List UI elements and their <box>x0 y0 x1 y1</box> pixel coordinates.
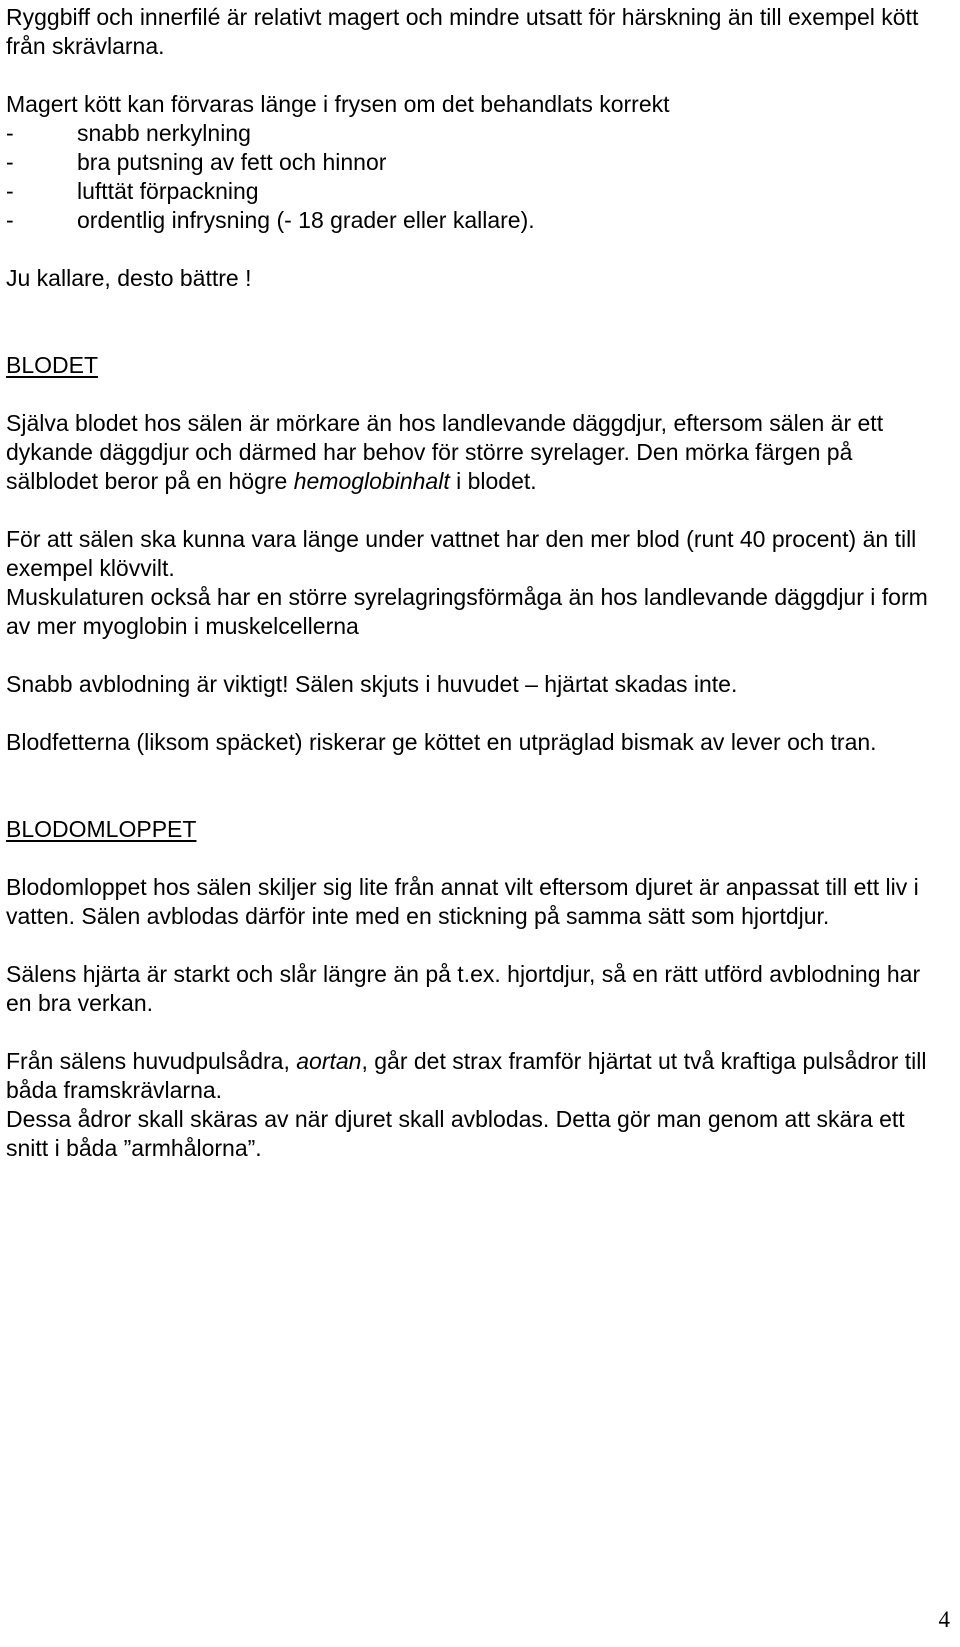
intro-paragraph-1: Ryggbiff och innerfilé är relativt magert och mindre utsatt för härskning än till exempel kött från skrävlarna. <box>6 4 919 59</box>
intro-paragraph-2: Magert kött kan förvaras länge i frysen om det behandlats korrekt <box>6 91 670 117</box>
document-page <box>6 3 946 1163</box>
blodet-paragraph-3: Muskulaturen också har en större syrelagringsförmåga än hos landlevande däggdjur i form av mer myoglobin i muskelcellerna <box>6 584 928 639</box>
bullet-item <box>6 206 946 235</box>
bullet-dash: - <box>6 149 14 175</box>
blodet-p1-italic-term: hemoglobinhalt <box>293 468 450 494</box>
section-heading-blodomloppet: BLODOMLOPPET <box>6 816 197 842</box>
bullet-text: snabb nerkylning <box>77 120 251 146</box>
blodet-paragraph-2: För att sälen ska kunna vara länge under vattnet har den mer blod (runt 40 procent) än till exempel klövvilt. <box>6 526 917 581</box>
storage-bullet-list <box>6 119 946 235</box>
bullet-text: bra putsning av fett och hinnor <box>77 149 387 175</box>
bullet-item <box>6 148 946 177</box>
blodomloppet-paragraph-4: Dessa ådror skall skäras av när djuret skall avblodas. Detta gör man genom att skära ett snitt i båda ”armhålorna”. <box>6 1106 905 1161</box>
bullet-text: lufttät förpackning <box>77 178 259 204</box>
blodet-p1-text-end: i blodet. <box>449 468 537 494</box>
blodet-paragraph-5: Blodfetterna (liksom späcket) riskerar ge köttet en utpräglad bismak av lever och tran. <box>6 729 877 755</box>
blodet-p1-text-start: Själva blodet hos sälen är mörkare än hos landlevande däggdjur, eftersom sälen är ett dykande däggdjur och därmed har behov för större syrelager. Den mörka färgen på sälblodet beror på en högre <box>6 410 884 494</box>
section-heading-blodet: BLODET <box>6 352 99 378</box>
blodomloppet-paragraph-2: Sälens hjärta är starkt och slår längre än på t.ex. hjortdjur, så en rätt utförd avblodning har en bra verkan. <box>6 961 921 1016</box>
blodomloppet-paragraph-3 <box>6 1047 946 1105</box>
blodomloppet-p3-text-end: , går det strax framför hjärtat ut två kraftiga pulsådror till båda framskrävlarna. <box>6 1048 927 1103</box>
bullet-dash: - <box>6 120 14 146</box>
blodomloppet-paragraph-1: Blodomloppet hos sälen skiljer sig lite från annat vilt eftersom djuret är anpassat till ett liv i vatten. Sälen avblodas därför inte med en stickning på samma sätt som hjortdjur. <box>6 874 919 929</box>
page-number: 4 <box>938 1607 950 1632</box>
blodet-paragraph-1 <box>6 409 946 496</box>
intro-paragraph-3: Ju kallare, desto bättre ! <box>6 265 252 291</box>
blodomloppet-p3-italic-term: aortan <box>296 1048 362 1074</box>
bullet-item <box>6 119 946 148</box>
bullet-dash: - <box>6 207 14 233</box>
bullet-dash: - <box>6 178 14 204</box>
bullet-text: ordentlig infrysning (- 18 grader eller kallare). <box>77 207 535 233</box>
blodet-paragraph-4: Snabb avblodning är viktigt! Sälen skjuts i huvudet – hjärtat skadas inte. <box>6 671 738 697</box>
bullet-item <box>6 177 946 206</box>
blodomloppet-p3-text-start: Från sälens huvudpulsådra, <box>6 1048 297 1074</box>
